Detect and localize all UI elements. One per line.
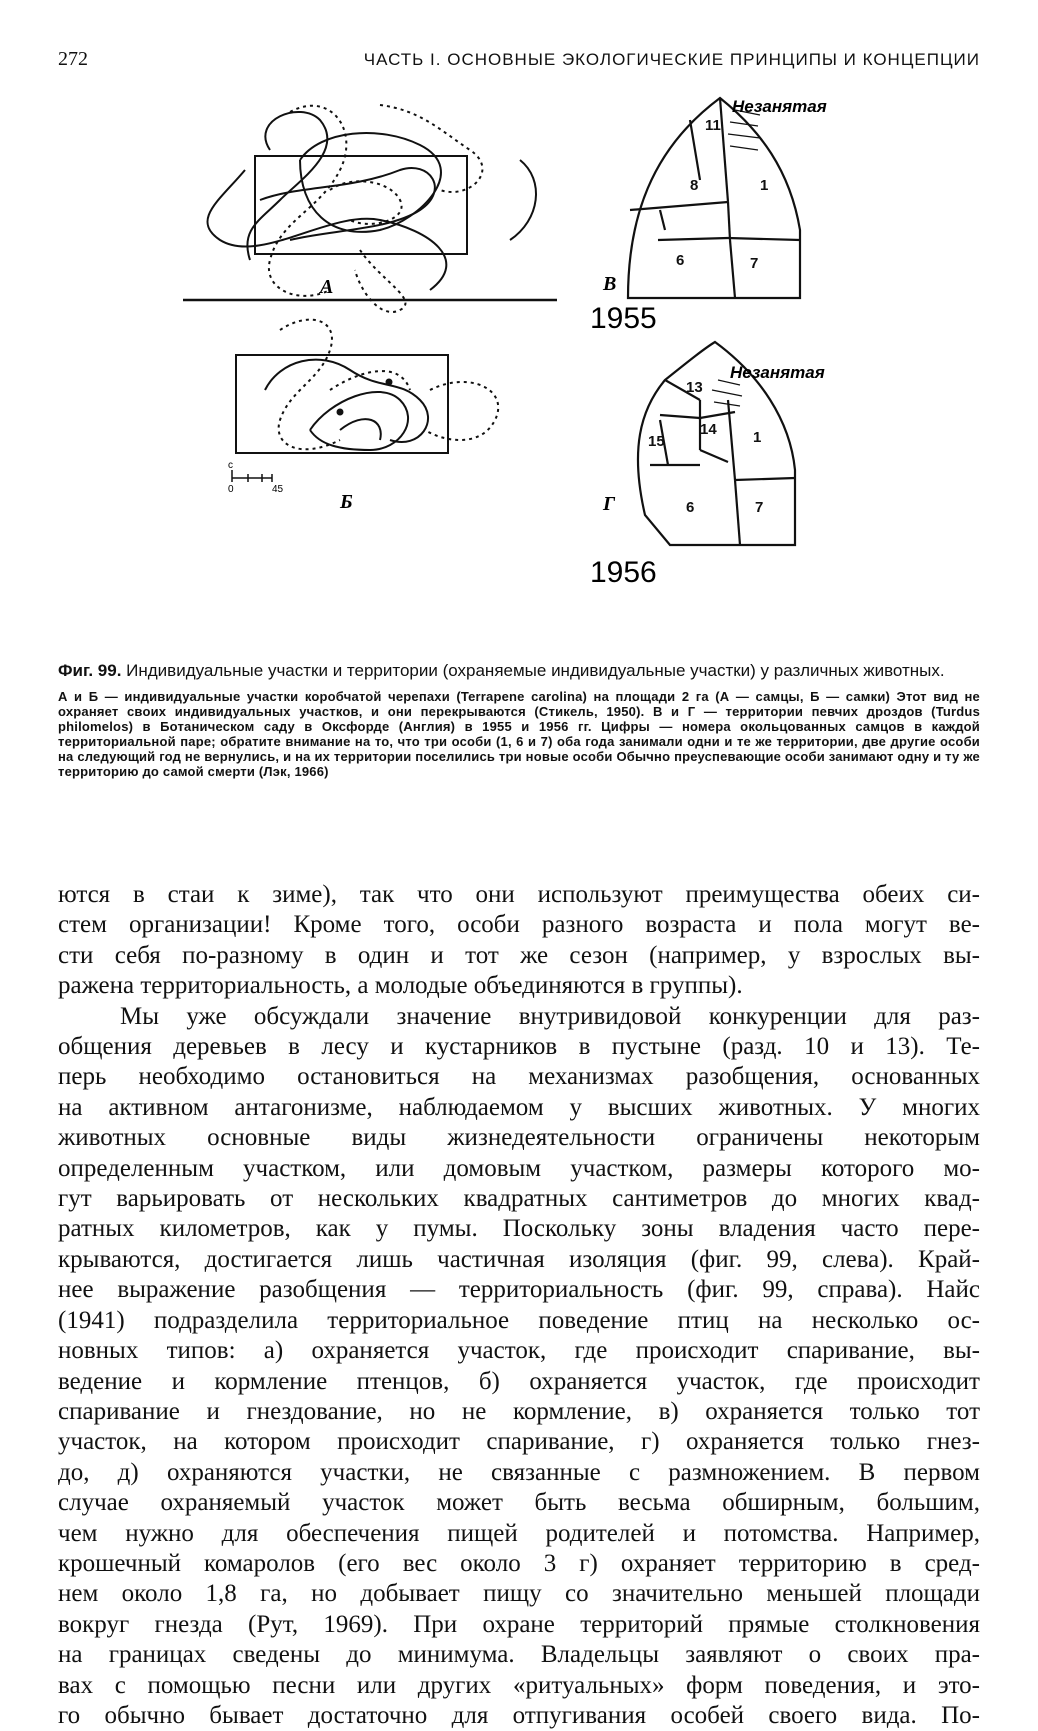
panel-g-label: Г xyxy=(603,493,616,515)
body-line: стем организации! Кроме того, особи разного возраста и пола могут ве- xyxy=(58,911,980,939)
panel-b-label: Б xyxy=(340,491,353,513)
caption-title-text: Индивидуальные участки и территории (охраняемые индивидуальные участки) у различных животных. xyxy=(126,661,945,680)
panel-v-label: В xyxy=(603,273,617,295)
body-line: общения деревьев в лесу и кустарников в пустыне (разд. 10 и 13). Те- xyxy=(58,1033,980,1061)
panel-b-home-ranges xyxy=(232,320,498,482)
scale-small-label: с xyxy=(228,460,233,471)
body-line: го обычно бывает достаточно для отпугивания особей своего вида. По- xyxy=(58,1701,980,1729)
body-line: ратных километров, как у пумы. Поскольку зоны владения часто пере- xyxy=(58,1215,980,1243)
body-line: крошечный комаролов (его вес около 3 г) охраняет территорию в сред- xyxy=(58,1549,980,1577)
panel-a-home-ranges xyxy=(183,105,557,312)
body-line: ведение и кормление птенцов, б) охраняется участок, где происходит xyxy=(58,1367,980,1395)
year-1955-label: 1955 xyxy=(590,302,657,335)
territory-1956-14: 14 xyxy=(700,421,717,438)
body-line: определенным участком, или домовым участком, размеры которого мо- xyxy=(58,1154,980,1182)
body-line: случае охраняемый участок может быть весьма обширным, большим, xyxy=(58,1489,980,1517)
body-line: до, д) охраняются участки, не связанные с размножением. В первом xyxy=(58,1458,980,1486)
page-header xyxy=(58,48,980,78)
figure-caption xyxy=(58,660,980,779)
body-line: ражена территориальность, а молодые объединяются в группы). xyxy=(58,972,743,1000)
territory-1956-13: 13 xyxy=(686,379,703,396)
territory-1955-8: 8 xyxy=(690,177,699,194)
body-line: крываются, достигается лишь частичная изоляция (фиг. 99, слева). Край- xyxy=(58,1245,980,1273)
territory-1956-7: 7 xyxy=(755,499,764,516)
body-line: чем нужно для обеспечения пищей родителей и потомства. Например, xyxy=(58,1519,980,1547)
figure-99-drawing xyxy=(0,90,1038,650)
running-title: ЧАСТЬ I. ОСНОВНЫЕ ЭКОЛОГИЧЕСКИЕ ПРИНЦИПЫ И КОНЦЕПЦИИ xyxy=(363,50,980,69)
unoccupied-label-1955: Незанятая xyxy=(732,97,827,116)
caption-title xyxy=(58,660,980,681)
body-line: сти себя по-разному в один и тот же сезон (например, у взрослых вы- xyxy=(58,941,980,969)
body-line: ются в стаи к зиме), так что они используют преимущества обеих си- xyxy=(58,881,980,908)
body-line: вокруг гнезда (Рут, 1969). При охране территорий прямые столкновения xyxy=(58,1610,980,1638)
body-line: на активном антагонизме, наблюдаемом у высших животных. У многих xyxy=(58,1093,980,1121)
territory-1955-1: 1 xyxy=(760,177,769,194)
panel-a-label: А xyxy=(320,276,334,298)
body-line: (1941) подразделила территориальное поведение птиц на несколько ос- xyxy=(58,1306,980,1334)
caption-body: А и Б — индивидуальные участки коробчатой черепахи (Terrapene carolina) на площади 2 га (А — самцы, Б — самки) Этот вид не охраняет своих индивидуальных участков, и они перекрываются (Стикель, 1950). В и Г — территории певчих дроздов (Turdus philomelos) в Ботаническом саду в Оксфорде (Англия) в 1955 и 1956 гг. Цифры — номера окольцованных самцов в каждой территориальной паре; обратите внимание на то, что три особи (1, 6 и 7) оба года занимали одни и те же территории, две другие особи на следующий год не вернулись, и на их территории поселились три новые особи Обычно преуспевающие особи занимают одну и ту же территорию до самой смерти (Лэк, 1966) xyxy=(58,689,980,779)
body-line: Мы уже обсуждали значение внутривидовой конкуренции для раз- xyxy=(120,1002,980,1030)
body-line: нем около 1,8 га, но добывает пищу со значительно меньшей площади xyxy=(58,1580,980,1608)
territory-1956-15: 15 xyxy=(648,433,665,450)
figure-number: Фиг. 99. xyxy=(58,661,122,680)
body-line: перь необходимо остановиться на механизмах разобщения, основанных xyxy=(58,1063,980,1091)
territory-1955-7: 7 xyxy=(750,255,759,272)
figure-99 xyxy=(0,90,1038,650)
body-line: гут варьировать от нескольких квадратных сантиметров до многих квад- xyxy=(58,1185,980,1213)
body-line: вах с помощью песни или других «ритуальных» форм поведения, и это- xyxy=(58,1671,980,1699)
scale-end-label: 45 xyxy=(272,484,284,495)
territory-1955-11: 11 xyxy=(705,117,721,134)
scale-start-label: 0 xyxy=(228,484,234,495)
territory-1956-1: 1 xyxy=(753,429,762,446)
body-line: на границах сведены до минимума. Владельцы заявляют о своих пра- xyxy=(58,1641,980,1669)
body-line: животных основные виды жизнедеятельности ограничены некоторым xyxy=(58,1124,980,1152)
body-line: спаривание и гнездование, но не кормление, в) охраняется только тот xyxy=(58,1397,980,1425)
page-number: 272 xyxy=(58,48,88,70)
territory-1955-6: 6 xyxy=(676,252,685,269)
unoccupied-label-1956: Незанятая xyxy=(730,363,825,382)
body-line: участок, на котором происходит спаривание, г) охраняется только гнез- xyxy=(58,1428,980,1456)
body-line: нее выражение разобщения — территориальность (фиг. 99, справа). Найс xyxy=(58,1276,980,1304)
territory-1956-6: 6 xyxy=(686,499,695,516)
body-text xyxy=(58,880,980,1731)
body-line: новных типов: а) охраняется участок, где происходит спаривание, вы- xyxy=(58,1337,980,1365)
year-1956-label: 1956 xyxy=(590,556,657,589)
